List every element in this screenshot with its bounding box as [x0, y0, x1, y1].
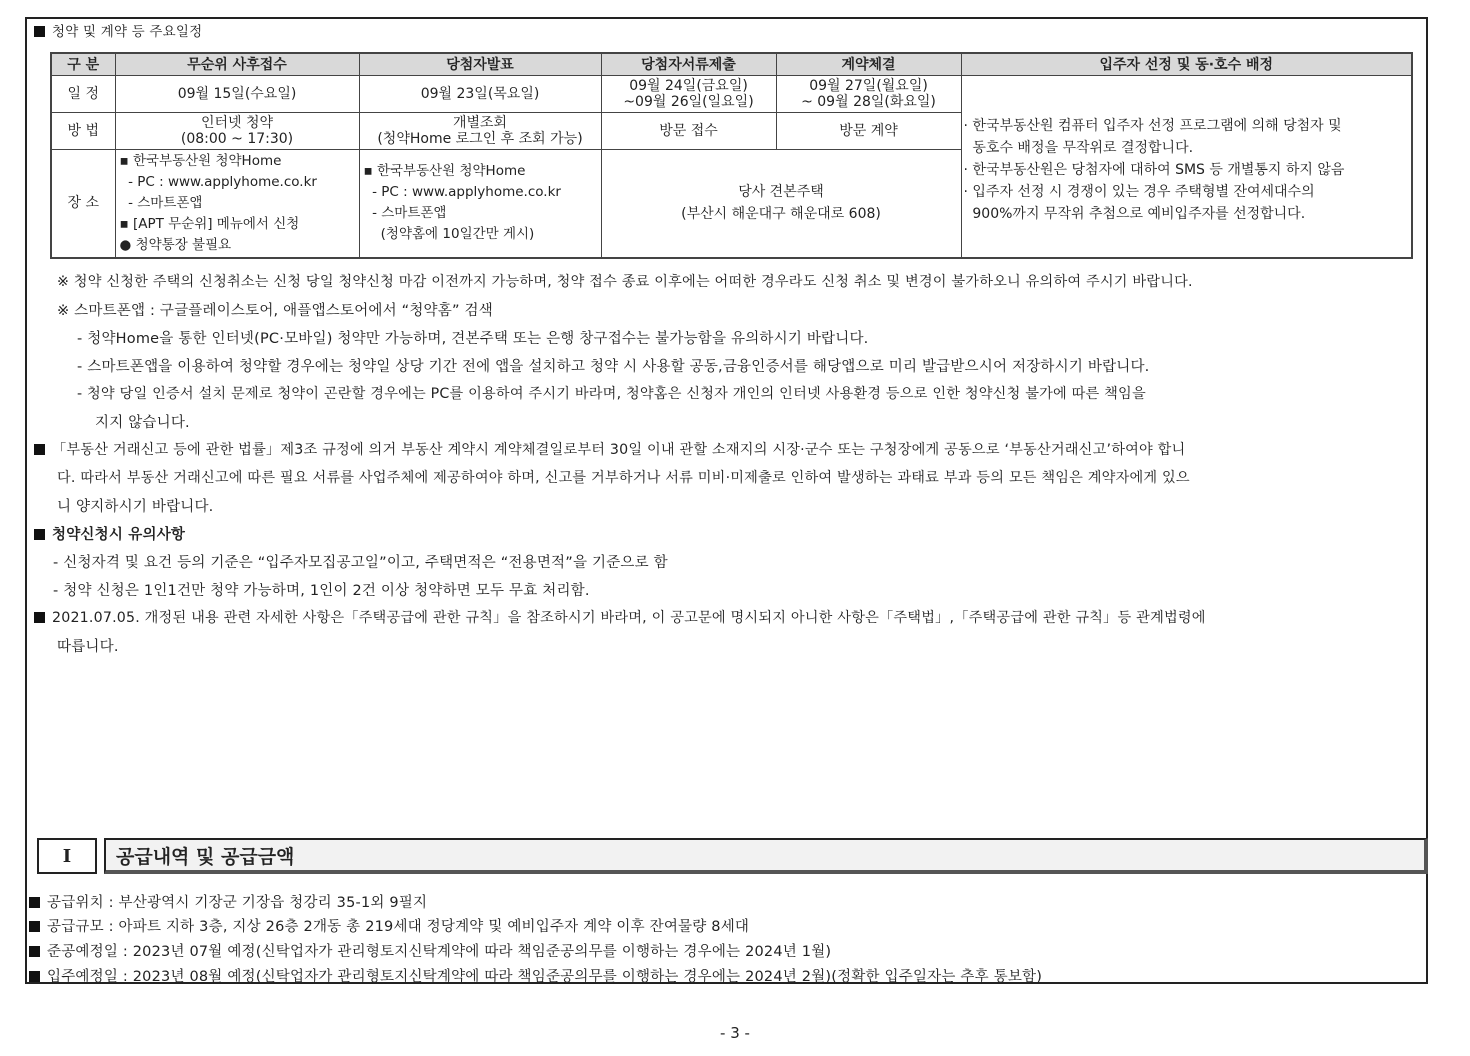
caution-item-criteria: - 신청자격 및 요건 등의 기준은 “입주자모집공고일”이고, 주택면적은 “전용면적”을 기준으로 함 [53, 555, 668, 571]
cell-place-announcement: ▪ 한국부동산원 청약Home - PC : www.applyhome.co.kr - 스마트폰앱 (청약홈에 10일간만 게시) [359, 150, 601, 258]
supply-completion-date: 준공예정일 : 2023년 07월 예정(신탁업자가 관리형토지신탁계약에 따라 책임준공의무를 이행하는 경우에는 2024년 1월) [29, 940, 831, 961]
caution-item-one-per-person: - 청약 신청은 1인1건만 청약 가능하며, 1인이 2건 이상 청약하면 모두 무효 처리함. [53, 583, 590, 599]
schedule-table [50, 52, 1413, 259]
cell-method-announcement: 개별조회 (청약Home 로그인 후 조회 가능) [359, 113, 601, 150]
note-app-install: - 스마트폰앱을 이용하여 청약할 경우에는 청약일 상당 기간 전에 앱을 설치하고 청약 시 사용할 공동,금융인증서를 해당앱으로 미리 발급받으시어 저장하시기 바랍니다. [77, 359, 1150, 375]
section-title: 공급내역 및 공급금액 [104, 838, 1428, 874]
note-cancellation: ※ 청약 신청한 주택의 신청취소는 신청 당일 청약신청 마감 이전까지 가능하며, 청약 접수 종료 이후에는 어떠한 경우라도 신청 취소 및 변경이 불가하오니 유의하여 주시기 바랍니다. [57, 274, 1193, 290]
header-contract: 계약체결 [776, 53, 961, 76]
row-label-method: 방 법 [51, 113, 115, 150]
cell-method-receipt: 인터넷 청약 (08:00 ~ 17:30) [115, 113, 359, 150]
revision-line2: 따릅니다. [57, 639, 119, 655]
cell-method-documents: 방문 접수 [601, 113, 776, 150]
square-bullet-icon [34, 529, 45, 540]
header-assignment: 입주자 선정 및 동·호수 배정 [961, 53, 1412, 76]
square-bullet-icon [34, 612, 45, 623]
supply-scale: 공급규모 : 아파트 지하 3층, 지상 26층 2개동 총 219세대 정당계약 및 예비입주자 계약 이후 잔여물량 8세대 [29, 915, 749, 936]
page-number: - 3 - [720, 1024, 750, 1042]
cell-date-receipt: 09월 15일(수요일) [115, 76, 359, 113]
note-internet-only: - 청약Home을 통한 인터넷(PC·모바일) 청약만 가능하며, 견본주택 또는 은행 창구접수는 불가능함을 유의하시기 바랍니다. [77, 331, 869, 347]
header-winner-announcement: 당첨자발표 [359, 53, 601, 76]
law-paragraph-line2: 다. 따라서 부동산 거래신고에 따른 필요 서류를 사업주체에 제공하여야 하며, 신고를 거부하거나 서류 미비·미제출로 인하여 발생하는 과태료 부과 등의 모든 책임은 계약자에게 있으 [57, 470, 1190, 486]
row-label-place: 장 소 [51, 150, 115, 258]
note-certificate: - 청약 당일 인증서 설치 문제로 청약이 곤란할 경우에는 PC를 이용하여 주시기 바라며, 청약홈은 신청자 개인의 인터넷 사용환경 등으로 인한 청약신청 불가에 따른 책임을 [77, 386, 1146, 402]
square-bullet-icon [29, 946, 40, 957]
row-label-date: 일 정 [51, 76, 115, 113]
schedule-row-date [51, 76, 1412, 113]
law-paragraph-line1: 「부동산 거래신고 등에 관한 법률」제3조 규정에 의거 부동산 계약시 계약체결일로부터 30일 이내 관할 소재지의 시장·군수 또는 구청장에게 공동으로 ‘부동산거래신고’하여야 합니 [34, 439, 1185, 459]
square-bullet-icon [34, 444, 45, 455]
header-document-submission: 당첨자서류제출 [601, 53, 776, 76]
square-bullet-icon [29, 971, 40, 982]
square-bullet-icon [34, 26, 45, 37]
schedule-header-row [51, 53, 1412, 76]
cell-date-documents: 09월 24일(금요일) ~09월 26일(일요일) [601, 76, 776, 113]
caution-heading: 청약신청시 유의사항 [34, 523, 185, 544]
supply-move-in-date: 입주예정일 : 2023년 08월 예정(신탁업자가 관리형토지신탁계약에 따라 책임준공의무를 이행하는 경우에는 2024년 2월)(정확한 입주일자는 추후 통보함) [29, 965, 1042, 986]
revision-line1: 2021.07.05. 개정된 내용 관련 자세한 사항은「주택공급에 관한 규칙」을 참조하시기 바라며, 이 공고문에 명시되지 아니한 사항은「주택법」,「주택공급에 관한 규칙」등 관계법령에 [34, 607, 1206, 627]
cell-date-contract: 09월 27일(월요일) ~ 09월 28일(화요일) [776, 76, 961, 113]
header-category: 구 분 [51, 53, 115, 76]
square-bullet-icon [29, 897, 40, 908]
header-unranked-receipt: 무순위 사후접수 [115, 53, 359, 76]
note-certificate-cont: 지지 않습니다. [95, 415, 190, 431]
cell-assignment-description: · 한국부동산원 컴퓨터 입주자 선정 프로그램에 의해 당첨자 및 동호수 배정을 무작위로 결정합니다. · 한국부동산원은 당첨자에 대하여 SMS 등 개별통지 하지 않음 · 입주자 선정 시 경쟁이 있는 경우 주택형별 잔여세대수의 900%까지 무작위 추첨으로 예비입주자를 선정합니다. [961, 76, 1412, 258]
cell-place-model-house: 당사 견본주택 (부산시 해운대구 해운대로 608) [601, 150, 961, 258]
square-bullet-icon [29, 921, 40, 932]
schedule-heading: 청약 및 계약 등 주요일정 [34, 20, 202, 40]
law-paragraph-line3: 니 양지하시기 바랍니다. [57, 499, 214, 515]
cell-place-receipt: ▪ 한국부동산원 청약Home - PC : www.applyhome.co.kr - 스마트폰앱 ▪ [APT 무순위] 메뉴에서 신청 ● 청약통장 불필요 [115, 150, 359, 258]
note-smartphone-app: ※ 스마트폰앱 : 구글플레이스토어, 애플앱스토어에서 “청약홈” 검색 [57, 303, 493, 319]
cell-date-announcement: 09월 23일(목요일) [359, 76, 601, 113]
supply-location: 공급위치 : 부산광역시 기장군 기장읍 청강리 35-1외 9필지 [29, 891, 427, 912]
section-number: I [37, 838, 97, 874]
cell-method-contract: 방문 계약 [776, 113, 961, 150]
